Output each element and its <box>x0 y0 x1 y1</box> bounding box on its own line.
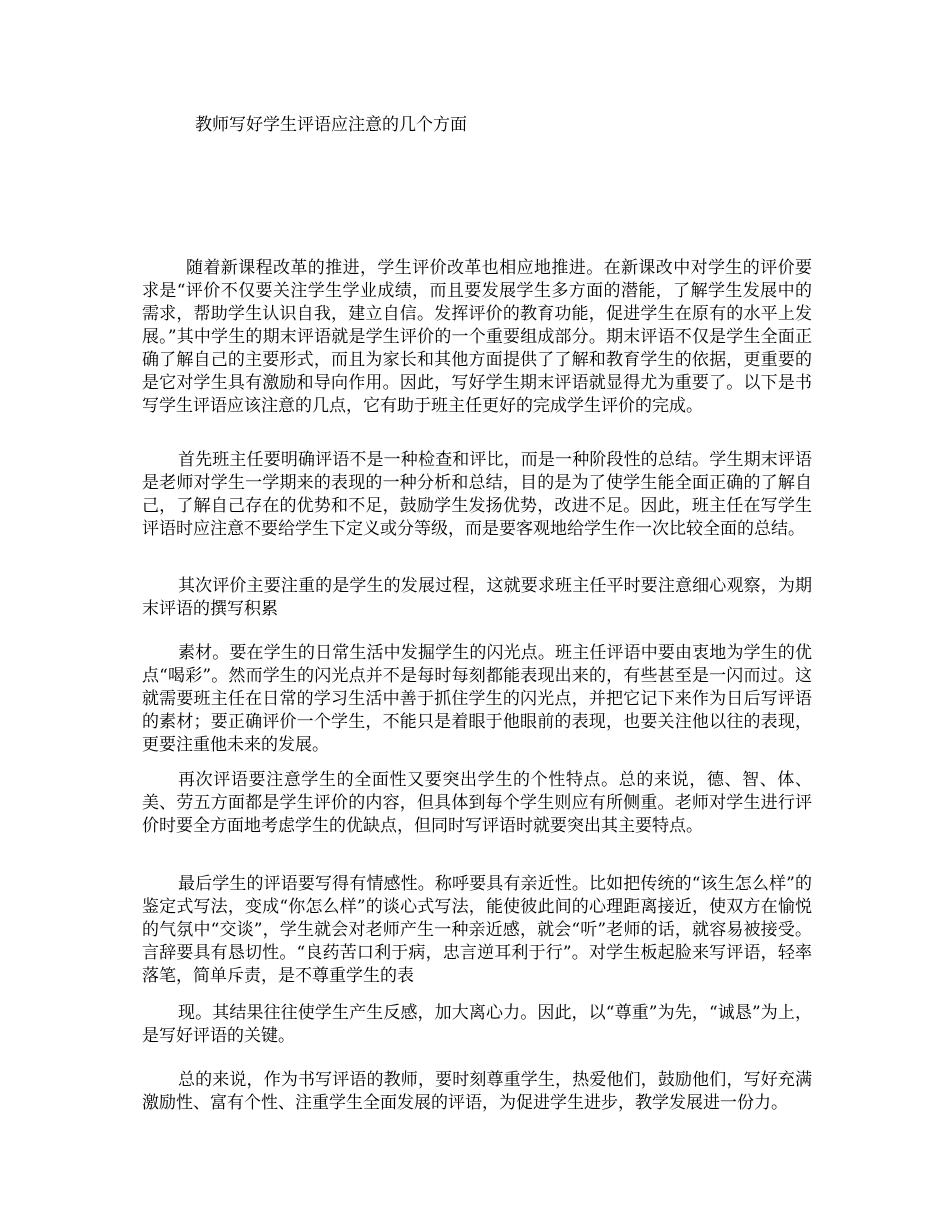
paragraph-fourth-point: 最后学生的评语要写得有情感性。称呼要具有亲近性。比如把传统的“该生怎么样”的鉴定式写法，变成“你怎么样”的谈心式写法，能使彼此间的心理距离接近，使双方在愉悦的气氛中“交谈”，学生就会对老师产生一种亲近感，就会“听”老师的话，就容易被接受。言辞要具有恳切性。“良药苦口利于病，忠言逆耳利于行”。对学生板起脸来写评语，轻率落笔，简单斥责，是不尊重学生的表 <box>142 874 812 986</box>
paragraph-intro: 随着新课程改革的推进，学生评价改革也相应地推进。在新课改中对学生的评价要求是“评价不仅要关注学生学业成绩，而且要发展学生多方面的潜能，了解学生发展中的需求，帮助学生认识自我，建立自信。发挥评价的教育功能，促进学生在原有的水平上发展。”其中学生的期末评语就是学生评价的一个重要组成部分。期末评语不仅是学生全面正确了解自己的主要形式，而且为家长和其他方面提供了了解和教育学生的依据，更重要的是它对学生具有激励和导向作用。因此，写好学生期末评语就显得尤为重要了。以下是书写学生评语应该注意的几点，它有助于班主任更好的完成学生评价的完成。 <box>142 258 812 416</box>
paragraph-third-point: 再次评语要注意学生的全面性又要突出学生的个性特点。总的来说，德、智、体、美、劳五方面都是学生评价的内容，但具体到每个学生则应有所侧重。老师对学生进行评价时要全方面地考虑学生的优缺点，但同时写评语时就要突出其主要特点。 <box>142 770 812 836</box>
paragraph-first-point: 首先班主任要明确评语不是一种检查和评比，而是一种阶段性的总结。学生期末评语是老师对学生一学期来的表现的一种分析和总结，目的是为了使学生能全面正确的了解自己，了解自己存在的优势和不足，鼓励学生发扬优势，改进不足。因此，班主任在写学生评语时应注意不要给学生下定义或分等级，而是要客观地给学生作一次比较全面的总结。 <box>142 450 812 539</box>
paragraph-fourth-point-continued: 现。其结果往往使学生产生反感，加大离心力。因此，以“尊重”为先，“诚恳”为上，是写好评语的关键。 <box>142 1003 812 1046</box>
paragraph-second-point-continued: 素材。要在学生的日常生活中发掘学生的闪光点。班主任评语中要由衷地为学生的优点“喝彩”。然而学生的闪光点并不是每时每刻都能表现出来的，有些甚至是一闪而过。这就需要班主任在日常的学习生活中善于抓住学生的闪光点，并把它记下来作为日后写评语的素材；要正确评价一个学生，不能只是着眼于他眼前的表现，也要关注他以往的表现，更要注重他未来的发展。 <box>142 643 812 755</box>
document-title: 教师写好学生评语应注意的几个方面 <box>195 115 467 135</box>
paragraph-second-point: 其次评价主要注重的是学生的发展过程，这就要求班主任平时要注意细心观察，为期末评语的撰写积累 <box>142 576 812 619</box>
paragraph-conclusion: 总的来说，作为书写评语的教师，要时刻尊重学生，热爱他们，鼓励他们，写好充满激励性、富有个性、注重学生全面发展的评语，为促进学生进步，教学发展进一份力。 <box>142 1070 812 1113</box>
